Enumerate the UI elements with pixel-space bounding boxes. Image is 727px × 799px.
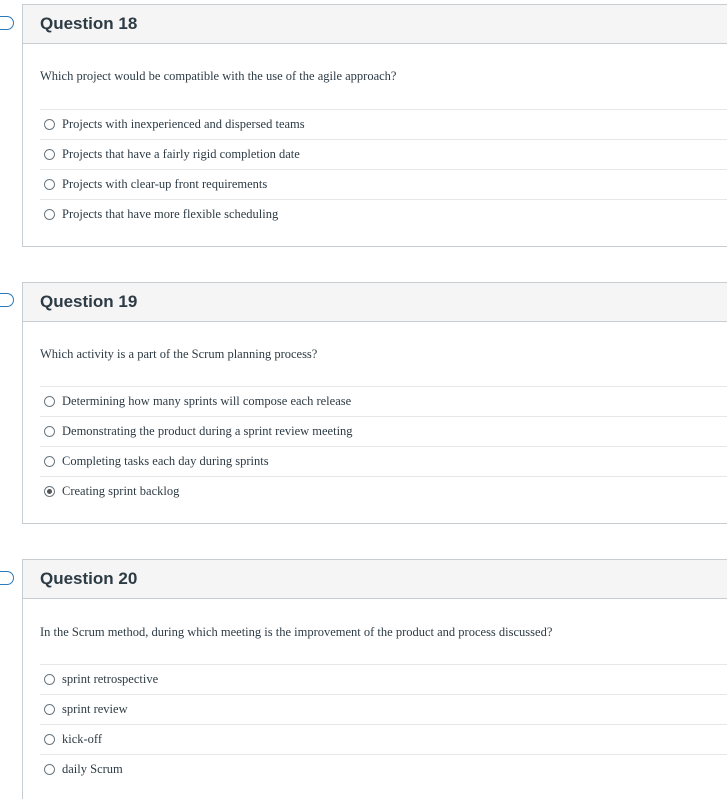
radio-button[interactable] [44,179,55,190]
answer-option[interactable] [40,694,727,724]
radio-button[interactable] [44,704,55,715]
question-title: Question 18 [40,14,138,33]
question-19-card [22,282,727,524]
radio-button[interactable] [44,674,55,685]
answer-option[interactable] [40,139,727,169]
answer-option[interactable] [40,386,727,416]
question-header [23,283,727,322]
answer-label[interactable]: Projects with clear-up front requirements [62,177,268,191]
answer-option[interactable] [40,416,727,446]
radio-button[interactable] [44,149,55,160]
radio-button[interactable] [44,396,55,407]
radio-button-selected[interactable] [44,486,55,497]
answer-label[interactable]: Projects that have a fairly rigid completion date [62,147,300,161]
answer-label[interactable]: sprint review [62,702,128,716]
question-text: In the Scrum method, during which meeting is the improvement of the product and process discussed? [40,625,553,639]
answer-option[interactable] [40,199,727,229]
radio-button[interactable] [44,734,55,745]
answer-option[interactable] [40,664,727,694]
radio-button[interactable] [44,209,55,220]
radio-button[interactable] [44,119,55,130]
answer-option[interactable] [40,169,727,199]
answer-option[interactable] [40,724,727,754]
question-text: Which activity is a part of the Scrum planning process? [40,347,318,361]
answer-label[interactable]: kick-off [62,732,103,746]
answer-label[interactable]: Completing tasks each day during sprints [62,454,269,468]
question-flag-marker[interactable] [0,16,14,30]
answer-option[interactable] [40,754,727,784]
answer-label[interactable]: Demonstrating the product during a sprint review meeting [62,424,353,438]
radio-button[interactable] [44,426,55,437]
answer-list [40,386,727,506]
question-flag-marker[interactable] [0,571,14,585]
question-20-card [22,559,727,799]
answer-label[interactable]: Projects with inexperienced and dispersed teams [62,117,305,131]
question-18-card [22,4,727,247]
answer-label[interactable]: daily Scrum [62,762,123,776]
question-title: Question 20 [40,569,138,588]
question-header [23,560,727,599]
answer-list [40,664,727,784]
answer-label[interactable]: Determining how many sprints will compose each release [62,394,352,408]
question-header [23,5,727,44]
question-title: Question 19 [40,292,138,311]
answer-label[interactable]: Creating sprint backlog [62,484,180,498]
answer-list [40,109,727,229]
question-text: Which project would be compatible with the use of the agile approach? [40,69,397,83]
radio-button[interactable] [44,456,55,467]
answer-option[interactable] [40,476,727,506]
answer-label[interactable]: Projects that have more flexible scheduling [62,207,279,221]
answer-option[interactable] [40,446,727,476]
answer-label[interactable]: sprint retrospective [62,672,159,686]
answer-option[interactable] [40,109,727,139]
radio-button[interactable] [44,764,55,775]
question-flag-marker[interactable] [0,293,14,307]
